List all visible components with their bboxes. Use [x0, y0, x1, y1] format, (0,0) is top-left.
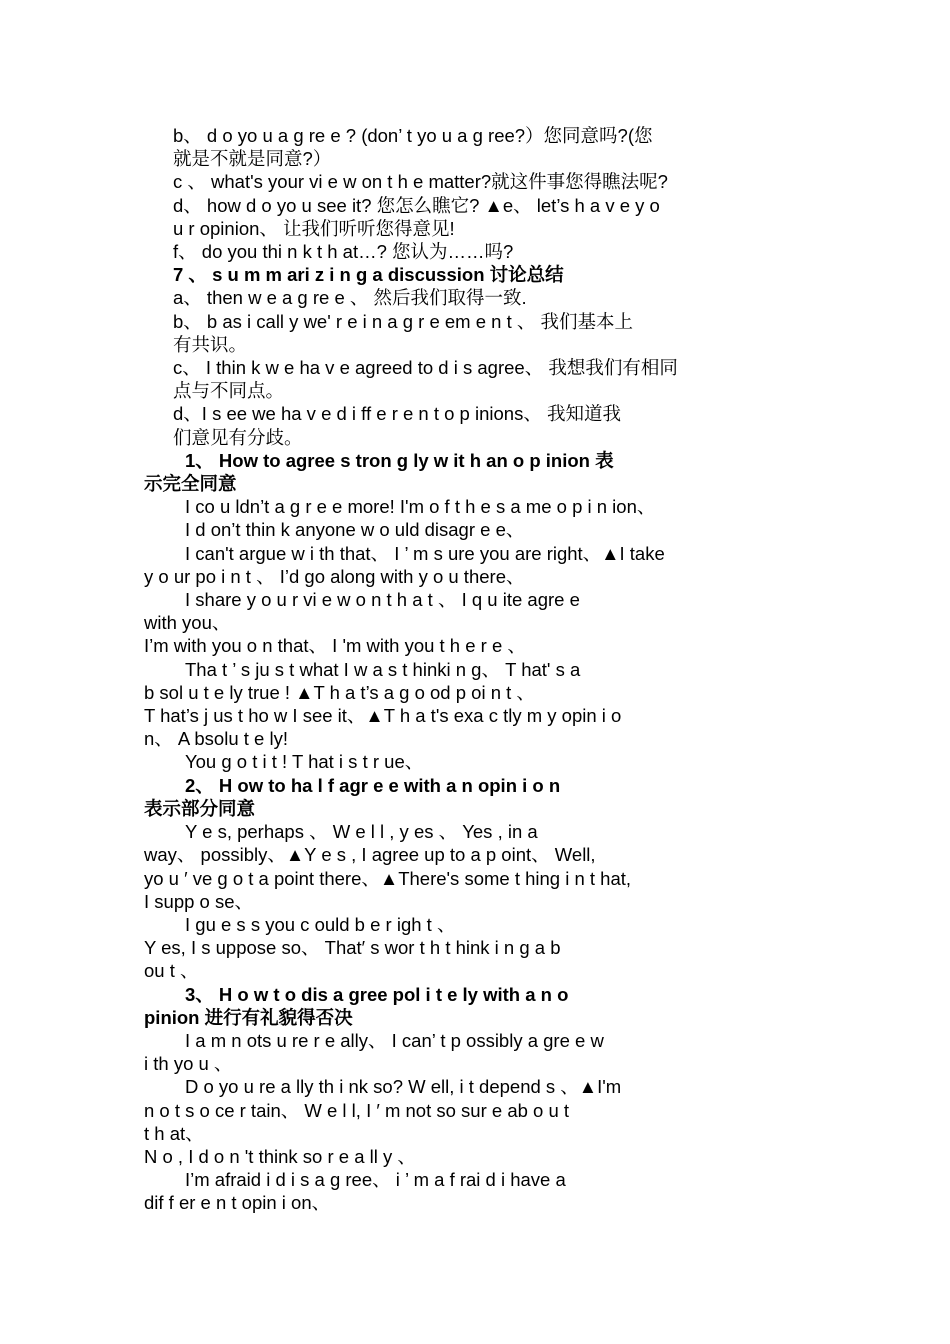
text-line-12: 点与不同点。 — [173, 380, 285, 402]
text-line-42: D o yo u re a lly th i nk so? W ell, i t depend s 、▲I'm — [185, 1076, 622, 1098]
text-line-16: 示完全同意 — [144, 473, 237, 495]
text-line-11: c、 I thin k w e ha v e agreed to d i s agree、 我想我们有相同 — [173, 357, 678, 379]
text-line-15: 1、 How to agree s tron g ly w it h an o p inion 表 — [185, 449, 614, 471]
text-line-39: pinion 进行有礼貌得否决 — [144, 1006, 353, 1028]
text-line-46: I’m afraid i d i s a g ree、 i ’ m a f rai d i have a — [185, 1169, 566, 1191]
text-line-21: I share y o u r vi e w o n t h a t 、 I q u ite agre e — [185, 589, 580, 611]
text-line-9: b、 b as i call y we' r e i n a g r e em e n t 、 我们基本上 — [173, 310, 634, 332]
text-line-18: I d on’t thin k anyone w o uld disagr e e、 — [185, 519, 525, 541]
text-line-14: 们意见有分歧。 — [173, 426, 303, 448]
text-line-47: dif f er e n t opin i on、 — [144, 1192, 331, 1214]
text-line-45: N o , I d o n 't think so r e a ll y 、 — [144, 1145, 416, 1167]
text-line-32: way、 possibly、▲Y e s , I agree up to a p oint、 Well, — [144, 844, 596, 866]
text-line-5: u r opinion、 让我们听听您得意见! — [173, 217, 455, 239]
text-line-10: 有共识。 — [173, 333, 248, 355]
text-line-22: with you、 — [144, 612, 231, 634]
text-line-37: ou t 、 — [144, 960, 199, 982]
text-line-4: d、 how d o yo u see it? 您怎么瞧它? ▲e、 let’s h a v e y o — [173, 194, 660, 216]
text-line-31: Y e s, perhaps 、 W e l l , y es 、 Yes , in a — [185, 821, 538, 843]
text-line-13: d、I s ee we ha v e d i ff e r e n t o p inions、 我知道我 — [173, 403, 621, 425]
text-line-19: I can't argue w i th that、 I ’ m s ure you are right、▲I take — [185, 542, 665, 564]
text-line-2: 就是不就是同意?） — [173, 148, 332, 170]
text-line-43: n o t s o ce r tain、 W e l l, I ′ m not so sur e ab o u t — [144, 1099, 570, 1121]
text-line-30: 表示部分同意 — [144, 797, 256, 819]
text-line-28: You g o t i t ! T hat i s t r ue、 — [185, 751, 424, 773]
text-line-34: I supp o se、 — [144, 890, 254, 912]
text-line-41: i th yo u 、 — [144, 1053, 233, 1075]
text-line-17: I co u ldn’t a g r e e more! I'm o f t h e s a me o p i n ion、 — [185, 496, 656, 518]
document-body — [144, 124, 808, 1215]
text-line-29: 2、 H ow to ha l f agr e e with a n opin i o n — [185, 774, 561, 796]
text-line-1: b、 d o yo u a g re e ? (don’ t yo u a g ree?）您同意吗?(您 — [173, 125, 653, 146]
text-line-23: I’m with you o n that、 I 'm with you t h e r e 、 — [144, 635, 526, 657]
text-line-38: 3、 H o w t o dis a gree pol i t e ly with a n o — [185, 983, 569, 1005]
text-line-27: n、 A bsolu t e ly! — [144, 728, 288, 750]
text-line-36: Y es, I s uppose so、 That′ s wor t h t hink i n g a b — [144, 937, 561, 959]
text-line-26: T hat’s j us t ho w I see it、▲T h a t's exa c tly m y opin i o — [144, 705, 622, 727]
text-line-25: b sol u t e ly true ! ▲T h a t’s a g o od p oi n t 、 — [144, 681, 535, 703]
text-line-3: c 、 what's your vi e w on t h e matter?就这件事您得瞧法呢? — [173, 171, 668, 193]
text-line-35: I gu e s s you c ould b e r igh t 、 — [185, 913, 456, 935]
text-line-24: Tha t ’ s ju s t what I w a s t hinki n g、 T hat' s a — [185, 658, 581, 680]
text-line-6: f、 do you thi n k t h at…? 您认为……吗? — [173, 241, 514, 263]
text-line-8: a、 then w e a g re e 、 然后我们取得一致. — [173, 287, 527, 309]
text-line-44: t h at、 — [144, 1122, 204, 1144]
text-line-33: yo u ′ ve g o t a point there、▲There's some t hing i n t hat, — [144, 867, 632, 889]
text-line-40: I a m n ots u re r e ally、 I can’ t p ossibly a gre e w — [185, 1029, 604, 1051]
text-line-20: y o ur po i n t 、 I’d go along with y o u there、 — [144, 565, 525, 587]
text-line-7: 7 、 s u m m ari z i n g a discussion 讨论总结 — [173, 264, 564, 286]
